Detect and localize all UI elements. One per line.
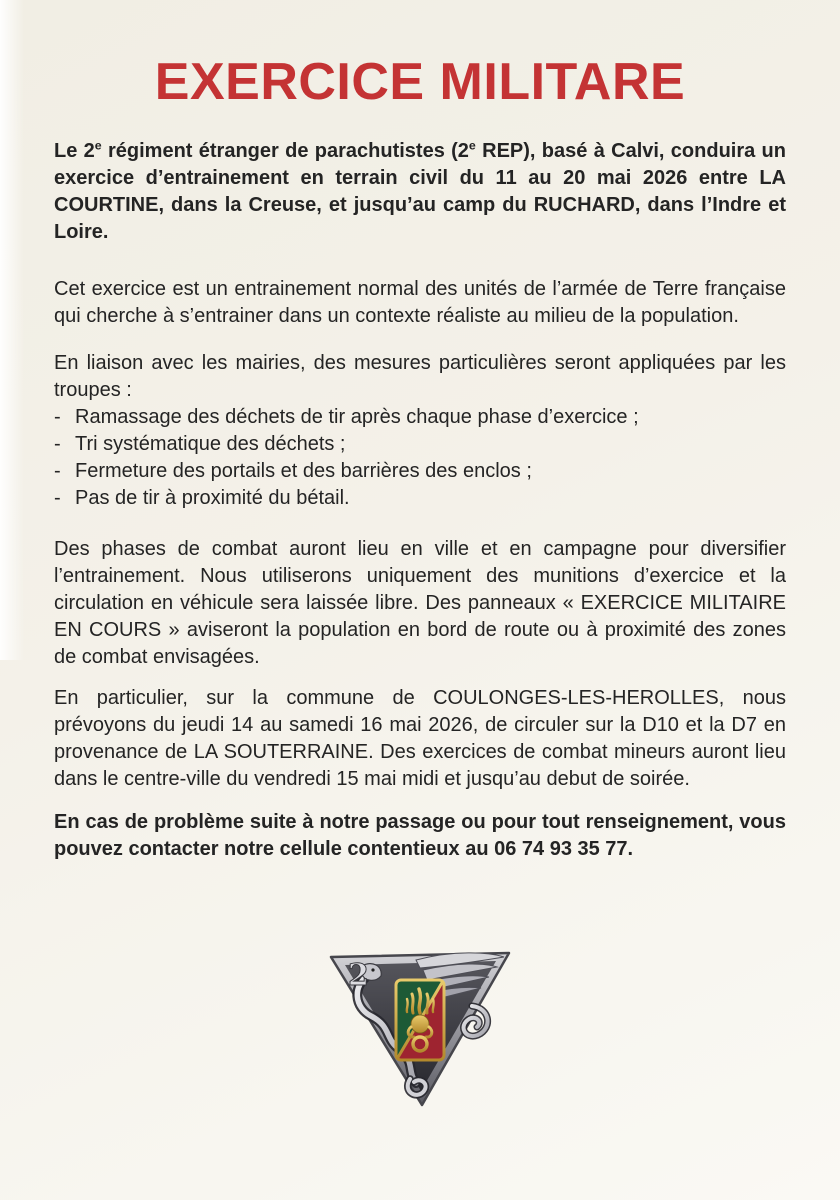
dash-bullet: -: [54, 406, 61, 428]
paragraph-regiment: [54, 138, 786, 246]
superscript-e: e: [468, 138, 476, 153]
paragraph-regiment-text: Le 2: [54, 140, 95, 162]
dash-bullet: -: [54, 460, 61, 482]
regiment-badge: [54, 947, 786, 1114]
dash-bullet: -: [54, 487, 61, 509]
paragraph-coulonges: En particulier, sur la commune de COULONGES-LES-HEROLLES, nous prévoyons du jeudi 14 au samedi 16 mai 2026, de circuler sur la D10 et la D7 en provenance de LA SOUTERRAINE. Des exercices de combat mineurs auront lieu dans le centre-ville du vendredi 15 mai midi et jusqu’au debut de soirée.: [54, 687, 786, 790]
list-item: [54, 458, 786, 485]
paragraph-measures-intro: En liaison avec les mairies, des mesures particulières seront appliquées par les troupes :: [54, 352, 786, 401]
paragraph-regiment-text: REP), basé à Calvi, conduira un exercice d’entrainement en terrain civil du 11 au 20 mai 2026 entre LA COURTINE, dans la Creuse, et jusqu’au camp du RUCHARD, dans l’Indre et Loire.: [54, 140, 786, 243]
dash-bullet: -: [54, 433, 61, 455]
paragraph-context: Cet exercice est un entrainement normal des unités de l’armée de Terre française qui cherche à s’entrainer dans un contexte réaliste au milieu de la population.: [54, 278, 786, 327]
badge-numeral: 2: [348, 958, 369, 993]
paragraph-contact: En cas de problème suite à notre passage ou pour tout renseignement, vous pouvez contacter notre cellule contentieux au 06 74 93 35 77.: [54, 811, 786, 860]
list-item-text: Fermeture des portails et des barrières des enclos ;: [75, 460, 532, 482]
superscript-e: e: [94, 138, 102, 153]
paragraph-phases: Des phases de combat auront lieu en ville et en campagne pour diversifier l’entrainement. Nous utiliserons uniquement des munitions d’exercice et la circulation en véhicule sera laissée libre. Des panneaux « EXERCICE MILITAIRE EN COURS » aviseront la population en bord de route ou à proximité des zones de combat envisagées.: [54, 538, 786, 668]
regiment-badge-image: [324, 947, 516, 1109]
paragraph-regiment-text: régiment étranger de parachutistes (2: [101, 140, 469, 162]
badge-shield: [396, 980, 444, 1060]
list-item: [54, 485, 786, 512]
list-item: [54, 404, 786, 431]
document-title: EXERCICE MILITARE: [154, 53, 686, 111]
list-item-text: Ramassage des déchets de tir après chaque phase d’exercice ;: [75, 406, 639, 428]
list-item: [54, 431, 786, 458]
scan-edge: [0, 0, 24, 660]
measures-list: [54, 404, 786, 512]
list-item-text: Tri systématique des déchets ;: [75, 433, 346, 455]
list-item-text: Pas de tir à proximité du bétail.: [75, 487, 350, 509]
